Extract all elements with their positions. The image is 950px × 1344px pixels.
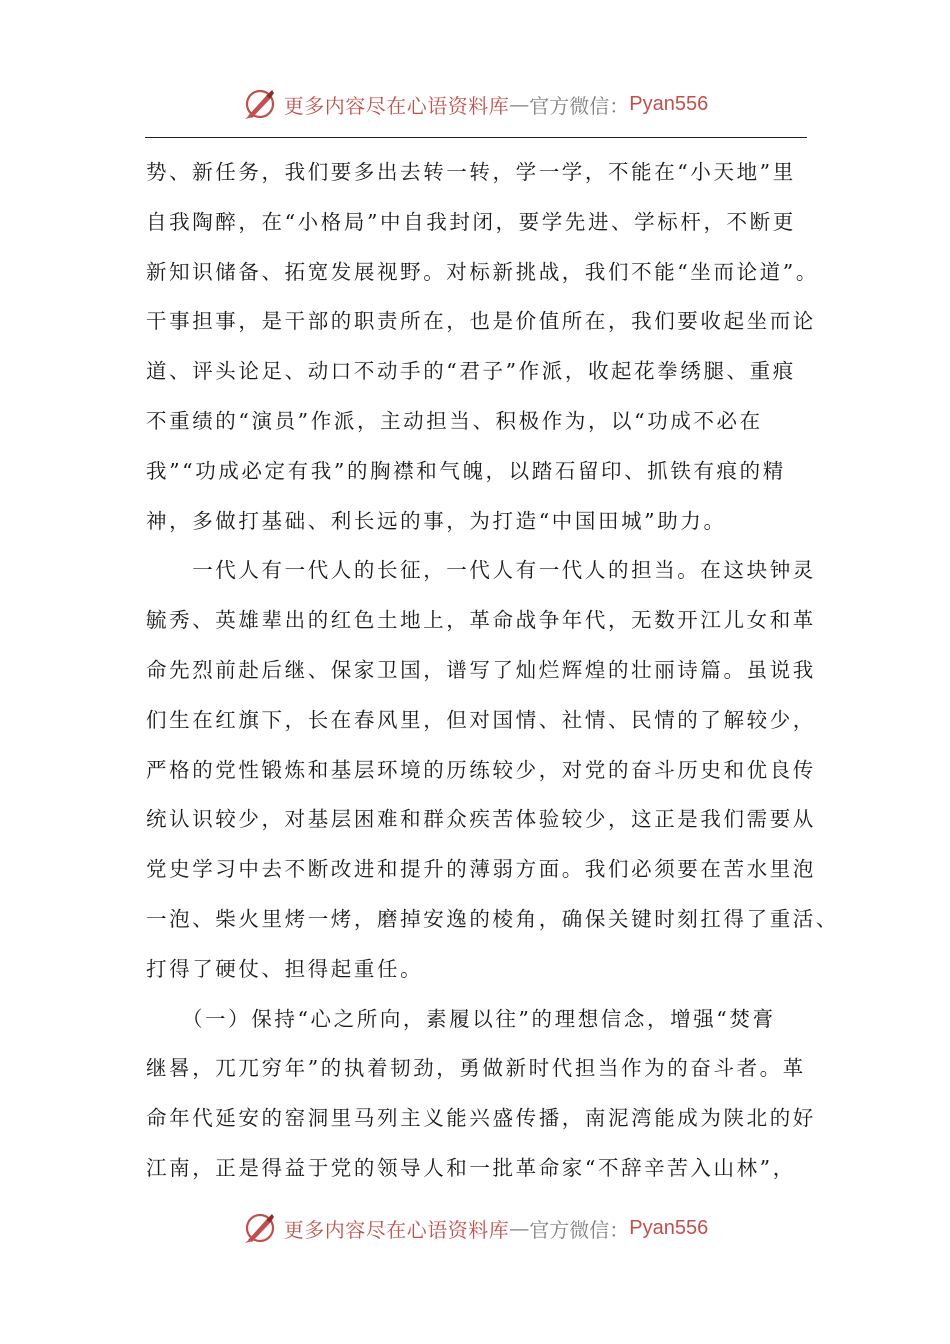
document-body: [146, 148, 839, 1194]
page-header: [0, 84, 950, 124]
text-line: 毓秀、英雄辈出的红色土地上，革命战争年代，无数开江儿女和革: [146, 608, 816, 633]
text-line: 干事担事，是干部的职责所在，也是价值所在，我们要收起坐而论: [146, 309, 816, 334]
pen-logo-icon: [242, 86, 278, 122]
footer-brand-text: 更多内容尽在心语资料库: [283, 1217, 510, 1242]
text-line: 势、新任务，我们要多出去转一转，学一学，不能在“小天地”里: [146, 160, 796, 184]
text-line: 道、评头论足、动口不动手的“君子”作派，收起花拳绣腿、重痕: [146, 359, 796, 384]
footer-wechat-label: 官方微信：: [529, 1217, 630, 1242]
text-line: 严格的党性锻炼和基层环境的历练较少，对党的奋斗历史和优良传: [146, 757, 816, 782]
footer-separator: —: [509, 1216, 530, 1240]
text-line: 一代人有一代人的长征，一代人有一代人的担当。在这块钟灵: [146, 558, 816, 583]
text-line: 继晷，兀兀穷年”的执着韧劲，勇做新时代担当作为的奋斗者。革: [146, 1056, 806, 1081]
header-wechat-label: 官方微信：: [529, 93, 630, 118]
text-line: 自我陶醉，在“小格局”中自我封闭，要学先进、学标杆，不断更: [146, 209, 796, 234]
text-line: 统认识较少，对基层困难和群众疾苦体验较少，这正是我们需要从: [146, 807, 816, 832]
footer-wechat-id: Pyan556: [629, 1216, 709, 1239]
text-line: 一泡、柴火里烤一烤，磨掉安逸的棱角，确保关键时刻扛得了重活、: [146, 906, 839, 931]
header-separator: —: [509, 92, 530, 116]
text-line: 不重绩的“演员”作派，主动担当、积极作为，以“功成不必在: [146, 408, 763, 433]
header-divider: [145, 137, 807, 138]
text-line: 打得了硬仗、担得起重任。: [146, 956, 424, 981]
text-line: 命先烈前赴后继、保家卫国，谱写了灿烂辉煌的壮丽诗篇。虽说我: [146, 657, 816, 682]
text-line: 我”“功成必定有我”的胸襟和气魄，以踏石留印、抓铁有痕的精: [146, 458, 786, 483]
text-line: 江南，正是得益于党的领导人和一批革命家“不辞辛苦入山林”，: [146, 1155, 796, 1180]
text-line: 新知识储备、拓宽发展视野。对标新挑战，我们不能“坐而论道”。: [146, 259, 819, 284]
text-line: 命年代延安的窑洞里马列主义能兴盛传播，南泥湾能成为陕北的好: [146, 1106, 816, 1131]
header-brand-text: 更多内容尽在心语资料库: [283, 93, 510, 118]
text-line: （一）保持“心之所向，素履以往”的理想信念，增强“焚膏: [146, 1006, 776, 1031]
text-line: 党史学习中去不断改进和提升的薄弱方面。我们必须要在苦水里泡: [146, 857, 816, 882]
text-line: 神，多做打基础、利长远的事，为打造“中国田城”助力。: [146, 508, 727, 533]
header-wechat-id: Pyan556: [629, 92, 709, 115]
pen-logo-icon: [242, 1210, 278, 1246]
page-footer: [0, 1208, 950, 1248]
text-line: 们生在红旗下，长在春风里，但对国情、社情、民情的了解较少，: [146, 707, 816, 732]
